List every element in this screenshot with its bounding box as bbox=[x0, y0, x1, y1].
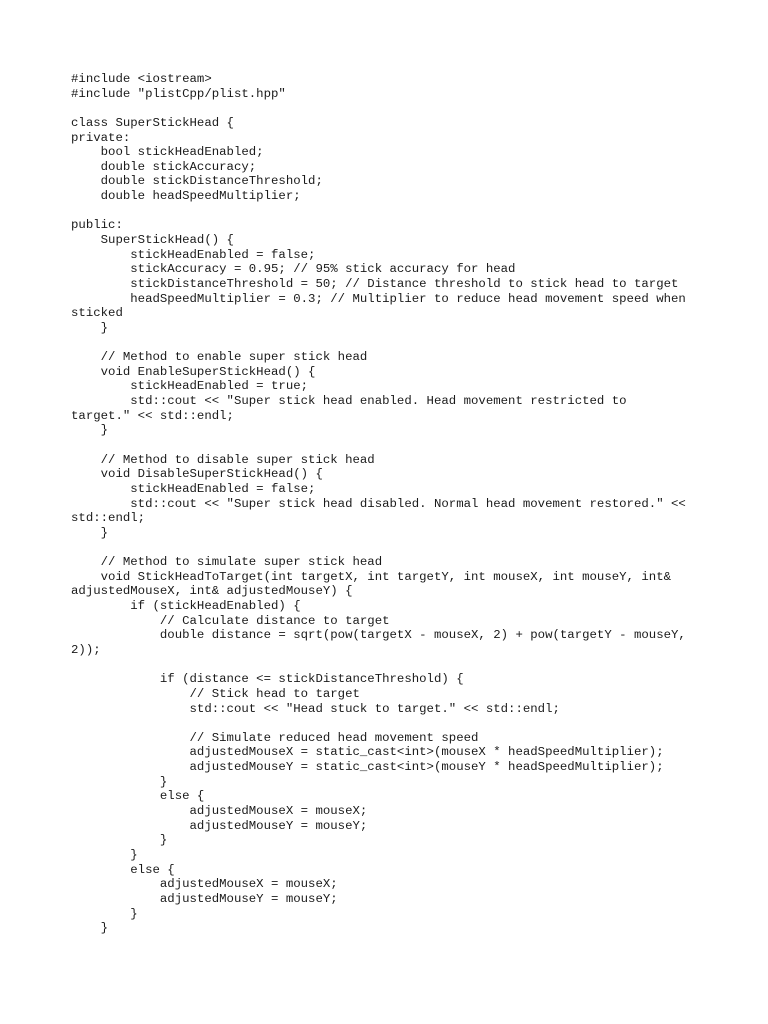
code-line: adjustedMouseX = mouseX; bbox=[71, 877, 338, 892]
code-line: std::endl; bbox=[71, 511, 146, 526]
code-line: std::cout << "Super stick head disabled. Normal head movement restored." << bbox=[71, 496, 686, 511]
code-line: bool stickHeadEnabled; bbox=[71, 145, 264, 160]
code-line: #include "plistCpp/plist.hpp" bbox=[71, 86, 286, 101]
code-line: 2)); bbox=[71, 642, 101, 657]
code-line bbox=[71, 541, 751, 556]
code-line bbox=[71, 101, 751, 116]
code-line: adjustedMouseX = mouseX; bbox=[71, 804, 368, 819]
code-line: if (distance <= stickDistanceThreshold) { bbox=[71, 672, 464, 687]
code-line: stickHeadEnabled = false; bbox=[71, 481, 316, 496]
code-line: stickDistanceThreshold = 50; // Distance threshold to stick head to target bbox=[71, 276, 679, 291]
code-line: // Calculate distance to target bbox=[71, 613, 390, 628]
code-line: // Method to enable super stick head bbox=[71, 350, 368, 365]
code-line: stickHeadEnabled = true; bbox=[71, 379, 309, 394]
code-line: adjustedMouseY = mouseY; bbox=[71, 818, 368, 833]
code-line: SuperStickHead() { bbox=[71, 233, 234, 248]
code-line bbox=[71, 204, 751, 219]
code-line: // Method to disable super stick head bbox=[71, 452, 375, 467]
code-line: } bbox=[71, 774, 168, 789]
code-line: adjustedMouseX = static_cast<int>(mouseX * headSpeedMultiplier); bbox=[71, 745, 664, 760]
code-line: adjustedMouseY = mouseY; bbox=[71, 891, 338, 906]
code-line: // Simulate reduced head movement speed bbox=[71, 730, 479, 745]
code-line: double distance = sqrt(pow(targetX - mouseX, 2) + pow(targetY - mouseY, bbox=[71, 628, 686, 643]
code-line: stickAccuracy = 0.95; // 95% stick accuracy for head bbox=[71, 262, 516, 277]
code-line: double headSpeedMultiplier; bbox=[71, 189, 301, 204]
code-line: void EnableSuperStickHead() { bbox=[71, 364, 316, 379]
code-line bbox=[71, 438, 751, 453]
code-line: void DisableSuperStickHead() { bbox=[71, 467, 323, 482]
code-line bbox=[71, 658, 751, 673]
code-line: // Stick head to target bbox=[71, 686, 360, 701]
code-line: target." << std::endl; bbox=[71, 408, 234, 423]
code-line bbox=[71, 336, 751, 351]
code-line: } bbox=[71, 320, 109, 335]
code-line: else { bbox=[71, 862, 175, 877]
code-line bbox=[71, 716, 751, 731]
code-line: std::cout << "Head stuck to target." << std::endl; bbox=[71, 701, 560, 716]
code-line: } bbox=[71, 525, 109, 540]
code-line: public: bbox=[71, 218, 123, 233]
code-line: stickHeadEnabled = false; bbox=[71, 247, 316, 262]
code-listing bbox=[71, 72, 751, 936]
code-line: else { bbox=[71, 789, 205, 804]
code-line: } bbox=[71, 847, 138, 862]
code-line: } bbox=[71, 921, 109, 936]
code-line: } bbox=[71, 906, 138, 921]
code-line: adjustedMouseY = static_cast<int>(mouseY * headSpeedMultiplier); bbox=[71, 760, 664, 775]
code-line: void StickHeadToTarget(int targetX, int targetY, int mouseX, int mouseY, int& bbox=[71, 569, 672, 584]
code-line: sticked bbox=[71, 306, 123, 321]
code-line: headSpeedMultiplier = 0.3; // Multiplier to reduce head movement speed when bbox=[71, 291, 686, 306]
code-line: } bbox=[71, 833, 168, 848]
code-line: class SuperStickHead { bbox=[71, 115, 234, 130]
code-line: adjustedMouseX, int& adjustedMouseY) { bbox=[71, 584, 353, 599]
code-line: double stickAccuracy; bbox=[71, 159, 257, 174]
code-line: if (stickHeadEnabled) { bbox=[71, 599, 301, 614]
code-line: double stickDistanceThreshold; bbox=[71, 174, 323, 189]
code-line: std::cout << "Super stick head enabled. Head movement restricted to bbox=[71, 394, 627, 409]
code-line: private: bbox=[71, 130, 131, 145]
code-line: #include <iostream> bbox=[71, 72, 212, 86]
code-line: // Method to simulate super stick head bbox=[71, 555, 383, 570]
code-line: } bbox=[71, 423, 109, 438]
